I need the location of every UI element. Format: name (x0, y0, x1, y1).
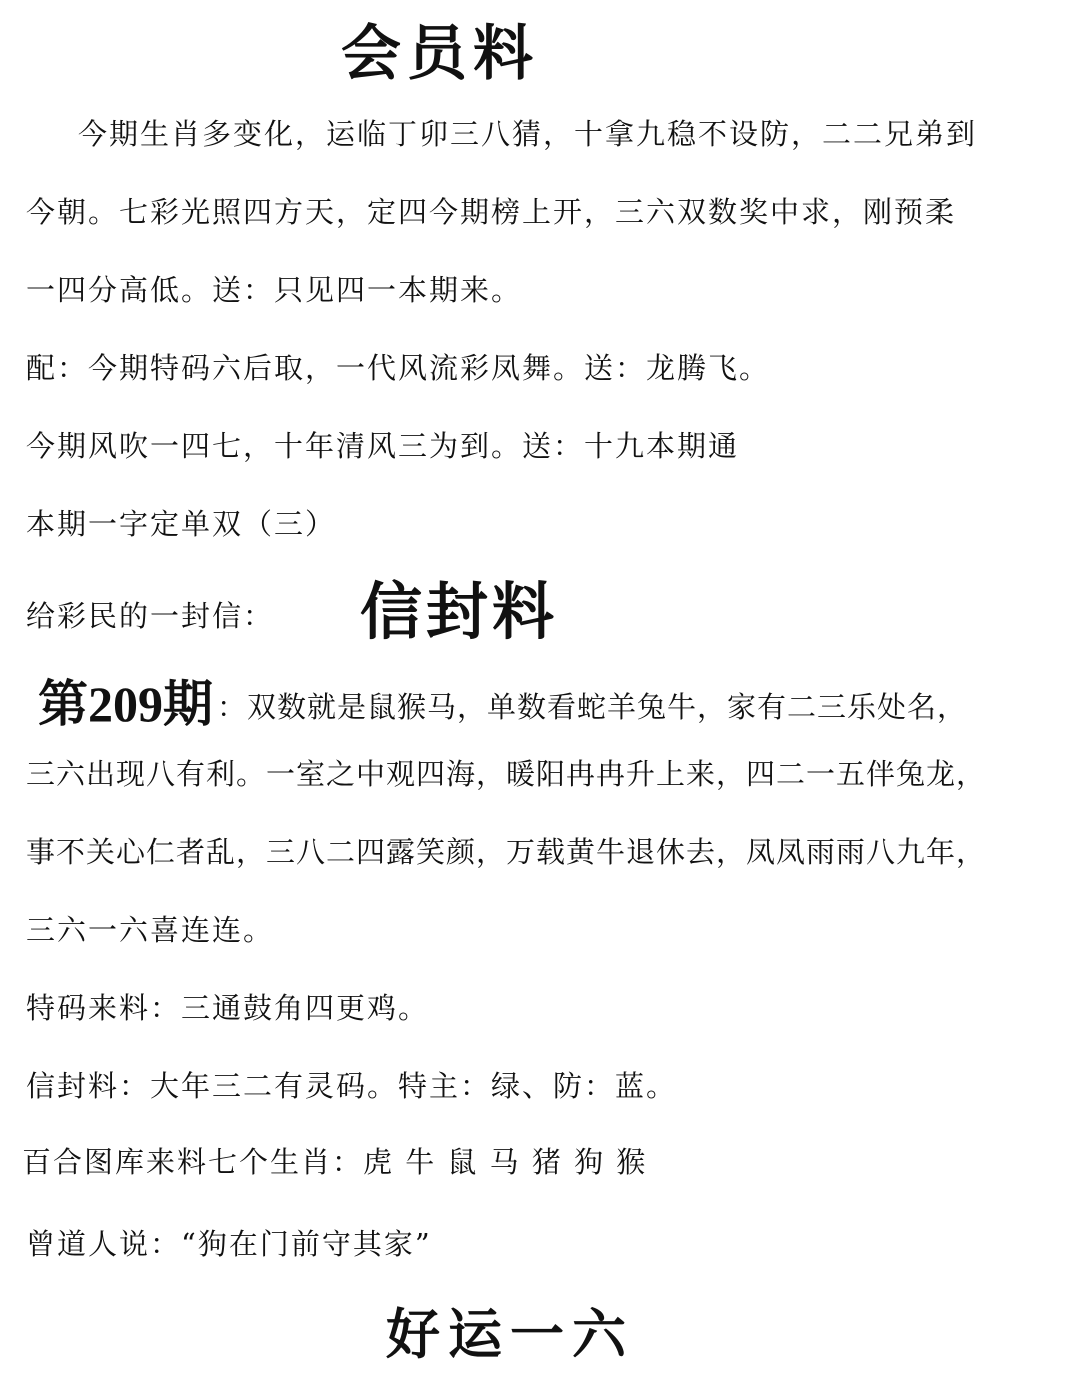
text-line: 三六出现八有利。一室之中观四海，暖阳冉冉升上来，四二一五伴兔龙， (26, 757, 987, 791)
text-line: 三六一六喜连连。 (26, 913, 275, 947)
text-line: 一四分高低。送：只见四一本期来。 (26, 273, 523, 307)
title-members: 会员料 (341, 19, 539, 89)
issue-number: 第209期 (38, 676, 213, 732)
text-line: 今期风吹一四七，十年清风三为到。送：十九本期通 (26, 429, 740, 463)
title-luck: 好运一六 (386, 1302, 634, 1366)
text-line: 本期一字定单双（三） (26, 507, 337, 541)
text-line: 事不关心仁者乱，三八二四露笑颜，万载黄牛退休去，凤凤雨雨八九年， (26, 835, 987, 869)
letter-label: 给彩民的一封信： (26, 599, 275, 633)
envelope-note: 信封料：大年三二有灵码。特主：绿、防：蓝。 (26, 1069, 678, 1103)
baihe-note: 百合图库来料七个生肖：虎 牛 鼠 马 猪 狗 猴 (22, 1145, 648, 1179)
zeng-note: 曾道人说：“狗在门前守其家” (26, 1227, 432, 1261)
text-line: 配：今期特码六后取，一代风流彩凤舞。送：龙腾飞。 (26, 351, 771, 385)
issue-line (38, 664, 967, 736)
title-envelope: 信封料 (360, 575, 559, 648)
text-line: 今期生肖多变化，运临丁卯三八猜，十拿九稳不设防，二二兄弟到 (78, 117, 978, 151)
issue-text: ：双数就是鼠猴马，单数看蛇羊兔牛，家有二三乐处名， (217, 690, 968, 724)
text-line: 今朝。七彩光照四方天，定四今期榜上开，三六双数奖中求，刚预柔 (26, 195, 957, 229)
special-note: 特码来料：三通鼓角四更鸡。 (26, 991, 430, 1025)
